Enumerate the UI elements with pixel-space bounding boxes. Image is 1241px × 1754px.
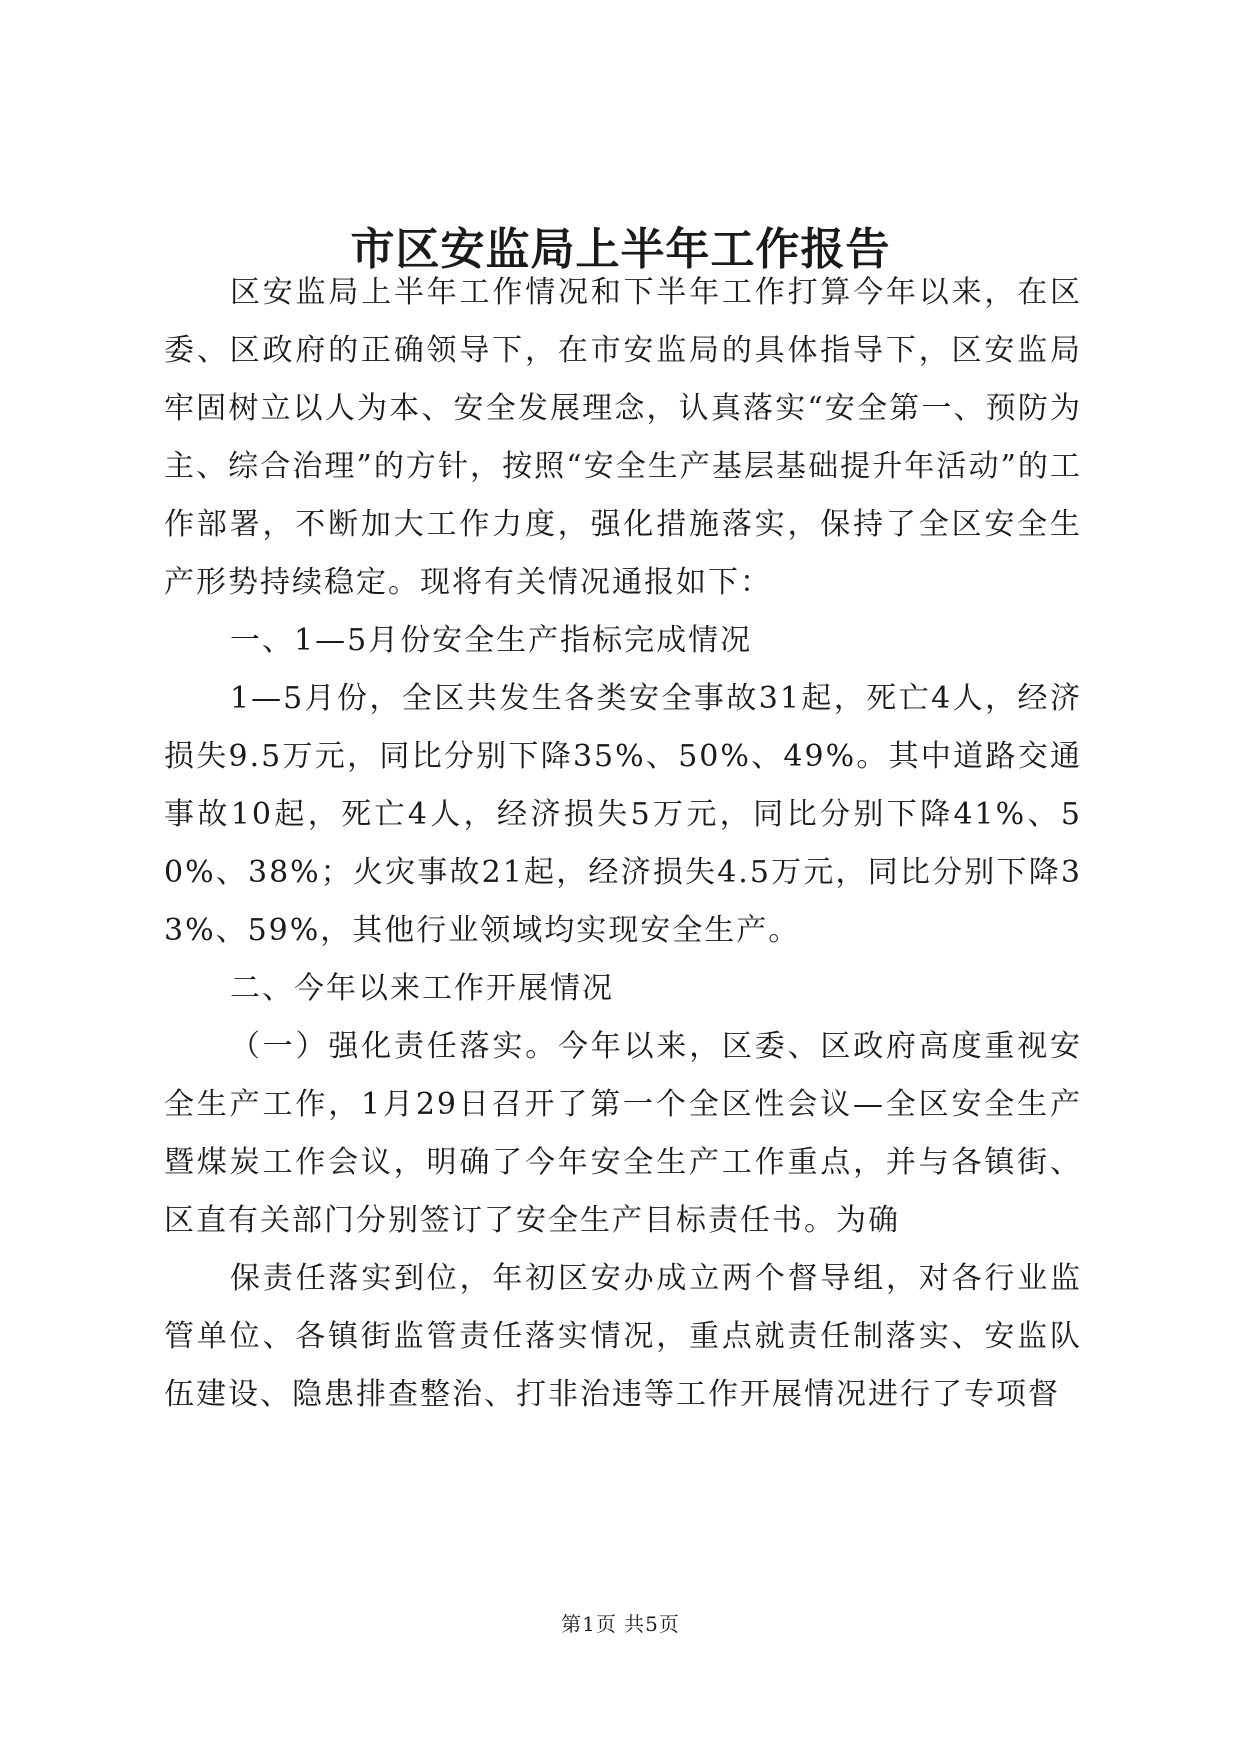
section-heading-work: 二、今年以来工作开展情况 (230, 971, 614, 1006)
paragraph-statistics: 1—5月份，全区共发生各类安全事故31起，死亡4人，经济损失9.5万元，同比分别下降35%、50%、49%。其中道路交通事故10起，死亡4人，经济损失5万元，同比分别下降41%、50%、38%；火灾事故21起，经济损失4.5万元，同比分别下降33%、59%，其他行业领域均实现安全生产。 (164, 681, 1082, 948)
document-title: 市区安监局上半年工作报告 (350, 224, 891, 275)
paragraph-intro: 区安监局上半年工作情况和下半年工作打算今年以来，在区委、区政府的正确领导下，在市安监局的具体指导下，区安监局牢固树立以人为本、安全发展理念，认真落实“安全第一、预防为主、综合治理”的方针，按照“安全生产基层基础提升年活动”的工作部署，不断加大工作力度，强化措施落实，保持了全区安全生产形势持续稳定。现将有关情况通报如下： (164, 275, 1082, 600)
paragraph-supervision: 保责任落实到位，年初区安办成立两个督导组，对各行业监管单位、各镇街监管责任落实情况，重点就责任制落实、安监队伍建设、隐患排查整治、打非治违等工作开展情况进行了专项督 (164, 1261, 1082, 1412)
section-heading-indicators: 一、1—5月份安全生产指标完成情况 (230, 623, 753, 658)
page-footer: 第1页 共5页 (561, 1612, 680, 1636)
paragraph-responsibility: （一）强化责任落实。今年以来，区委、区政府高度重视安全生产工作，1月29日召开了第一个全区性会议—全区安全生产暨煤炭工作会议，明确了今年安全生产工作重点，并与各镇街、区直有关部门分别签订了安全生产目标责任书。为确 (164, 1029, 1082, 1238)
document-body (164, 264, 1082, 1424)
